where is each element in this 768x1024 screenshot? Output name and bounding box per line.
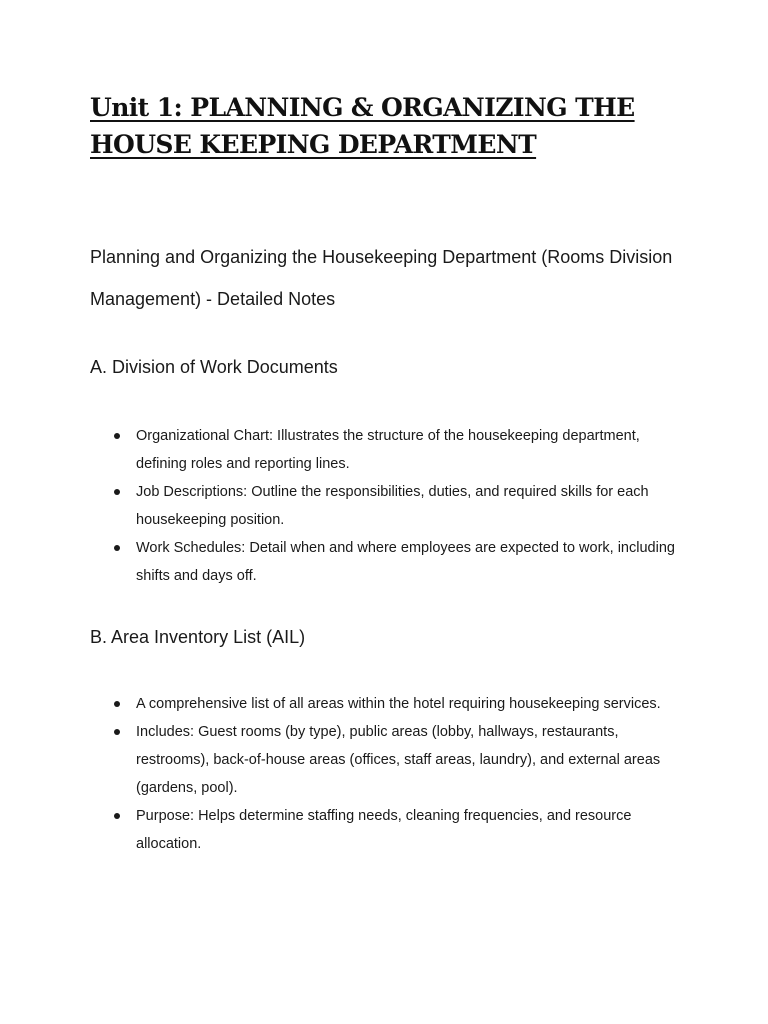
list-item-text: Includes: Guest rooms (by type), public areas (lobby, hallways, restaurants, restrooms), back-of-house areas (offices, staff areas, laundry), and external areas (gardens, pool).	[136, 724, 661, 796]
bullet-icon	[114, 545, 120, 551]
bullet-list-division-of-work	[90, 422, 690, 590]
list-item	[90, 718, 690, 802]
bullet-icon	[114, 729, 120, 735]
list-item-text: Work Schedules: Detail when and where employees are expected to work, including shifts and days off.	[136, 540, 675, 584]
bullet-list-area-inventory	[90, 690, 690, 858]
list-item	[90, 422, 690, 478]
list-item-text: Job Descriptions: Outline the responsibilities, duties, and required skills for each housekeeping position.	[136, 484, 649, 528]
list-item	[90, 534, 690, 590]
bullet-icon	[114, 489, 120, 495]
list-item	[90, 478, 690, 534]
bullet-icon	[114, 701, 120, 707]
list-item-text: Organizational Chart: Illustrates the structure of the housekeeping department, defining roles and reporting lines.	[136, 428, 640, 472]
bullet-icon	[114, 433, 120, 439]
intro-paragraph: Planning and Organizing the Housekeeping Department (Rooms Division Management) - Detailed Notes	[90, 247, 673, 309]
section-heading-area-inventory-list: B. Area Inventory List (AIL)	[90, 627, 306, 647]
list-item-text: A comprehensive list of all areas within the hotel requiring housekeeping services.	[136, 696, 661, 712]
bullet-icon	[114, 813, 120, 819]
section-heading-division-of-work: A. Division of Work Documents	[90, 357, 338, 377]
list-item	[90, 802, 690, 858]
document-title: Unit 1: PLANNING & ORGANIZING THE HOUSE KEEPING DEPARTMENT	[90, 93, 635, 159]
list-item	[90, 690, 690, 718]
list-item-text: Purpose: Helps determine staffing needs, cleaning frequencies, and resource allocation.	[136, 808, 632, 852]
